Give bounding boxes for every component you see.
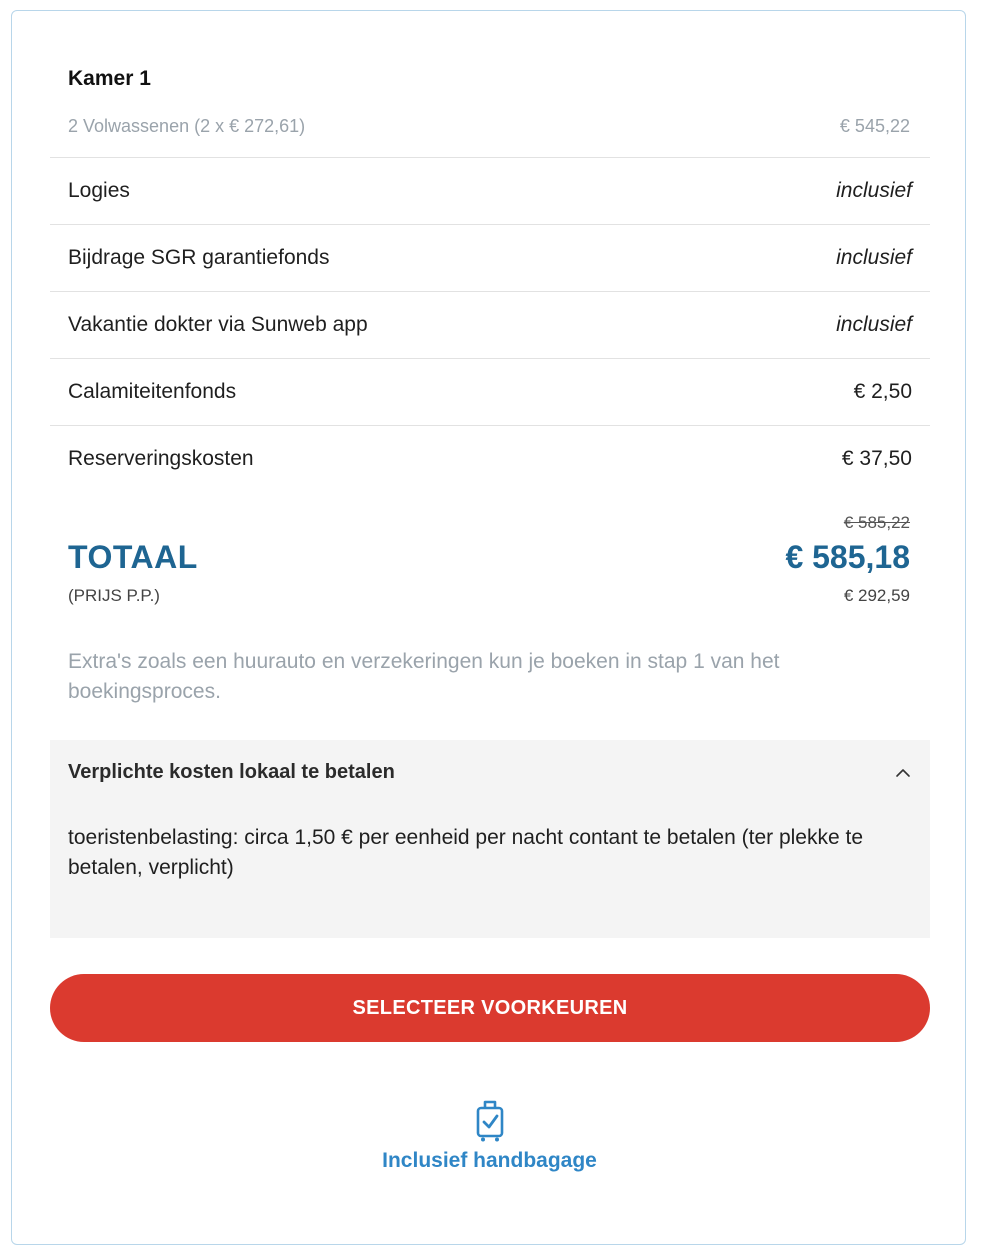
price-row-booking-fee <box>50 425 930 492</box>
price-row-label: Logies <box>68 179 130 202</box>
price-row-label: Vakantie dokter via Sunweb app <box>68 313 368 336</box>
price-row-sgr <box>50 224 930 291</box>
price-row-value: inclusief <box>836 313 912 336</box>
price-row-calamity-fund <box>50 358 930 425</box>
original-total-price: € 585,22 <box>843 513 910 532</box>
chevron-up-icon[interactable] <box>894 764 912 782</box>
hand-luggage-label: Inclusief handbagage <box>382 1149 597 1172</box>
total-price: € 585,18 <box>785 539 910 575</box>
price-row-logies <box>50 157 930 224</box>
room-occupancy-label: 2 Volwassenen (2 x € 272,61) <box>68 116 306 136</box>
local-costs-panel <box>50 740 930 938</box>
local-costs-header[interactable] <box>68 761 912 784</box>
price-row-value: inclusief <box>836 246 912 269</box>
price-row-value: € 2,50 <box>853 380 912 403</box>
per-person-label: (PRIJS P.P.) <box>68 586 160 605</box>
per-person-price: € 292,59 <box>843 586 910 605</box>
room-occupancy-row <box>68 116 910 137</box>
total-label: TOTAAL <box>68 539 198 575</box>
price-summary-card <box>11 10 966 1245</box>
local-costs-text: toeristenbelasting: circa 1,50 € per eenheid per nacht contant te betalen (ter plekke te betalen, verplicht) <box>68 826 864 879</box>
select-preferences-button[interactable]: SELECTEER VOORKEUREN <box>50 974 930 1042</box>
price-row-value: € 37,50 <box>841 447 912 470</box>
price-row-value: inclusief <box>836 179 912 202</box>
extras-note: Extra's zoals een huurauto en verzekeringen kun je boeken in stap 1 van het boekingsproces. <box>68 650 780 703</box>
local-costs-title: Verplichte kosten lokaal te betalen <box>68 761 395 783</box>
price-breakdown-list <box>50 157 930 492</box>
price-row-label: Bijdrage SGR garantiefonds <box>68 246 330 269</box>
price-row-label: Reserveringskosten <box>68 447 254 470</box>
hand-luggage-info[interactable] <box>12 1099 967 1173</box>
room-occupancy-price: € 545,22 <box>839 116 910 136</box>
room-title: Kamer 1 <box>68 67 151 90</box>
luggage-check-icon <box>475 1099 505 1143</box>
price-row-label: Calamiteitenfonds <box>68 380 237 403</box>
price-row-doctor <box>50 291 930 358</box>
